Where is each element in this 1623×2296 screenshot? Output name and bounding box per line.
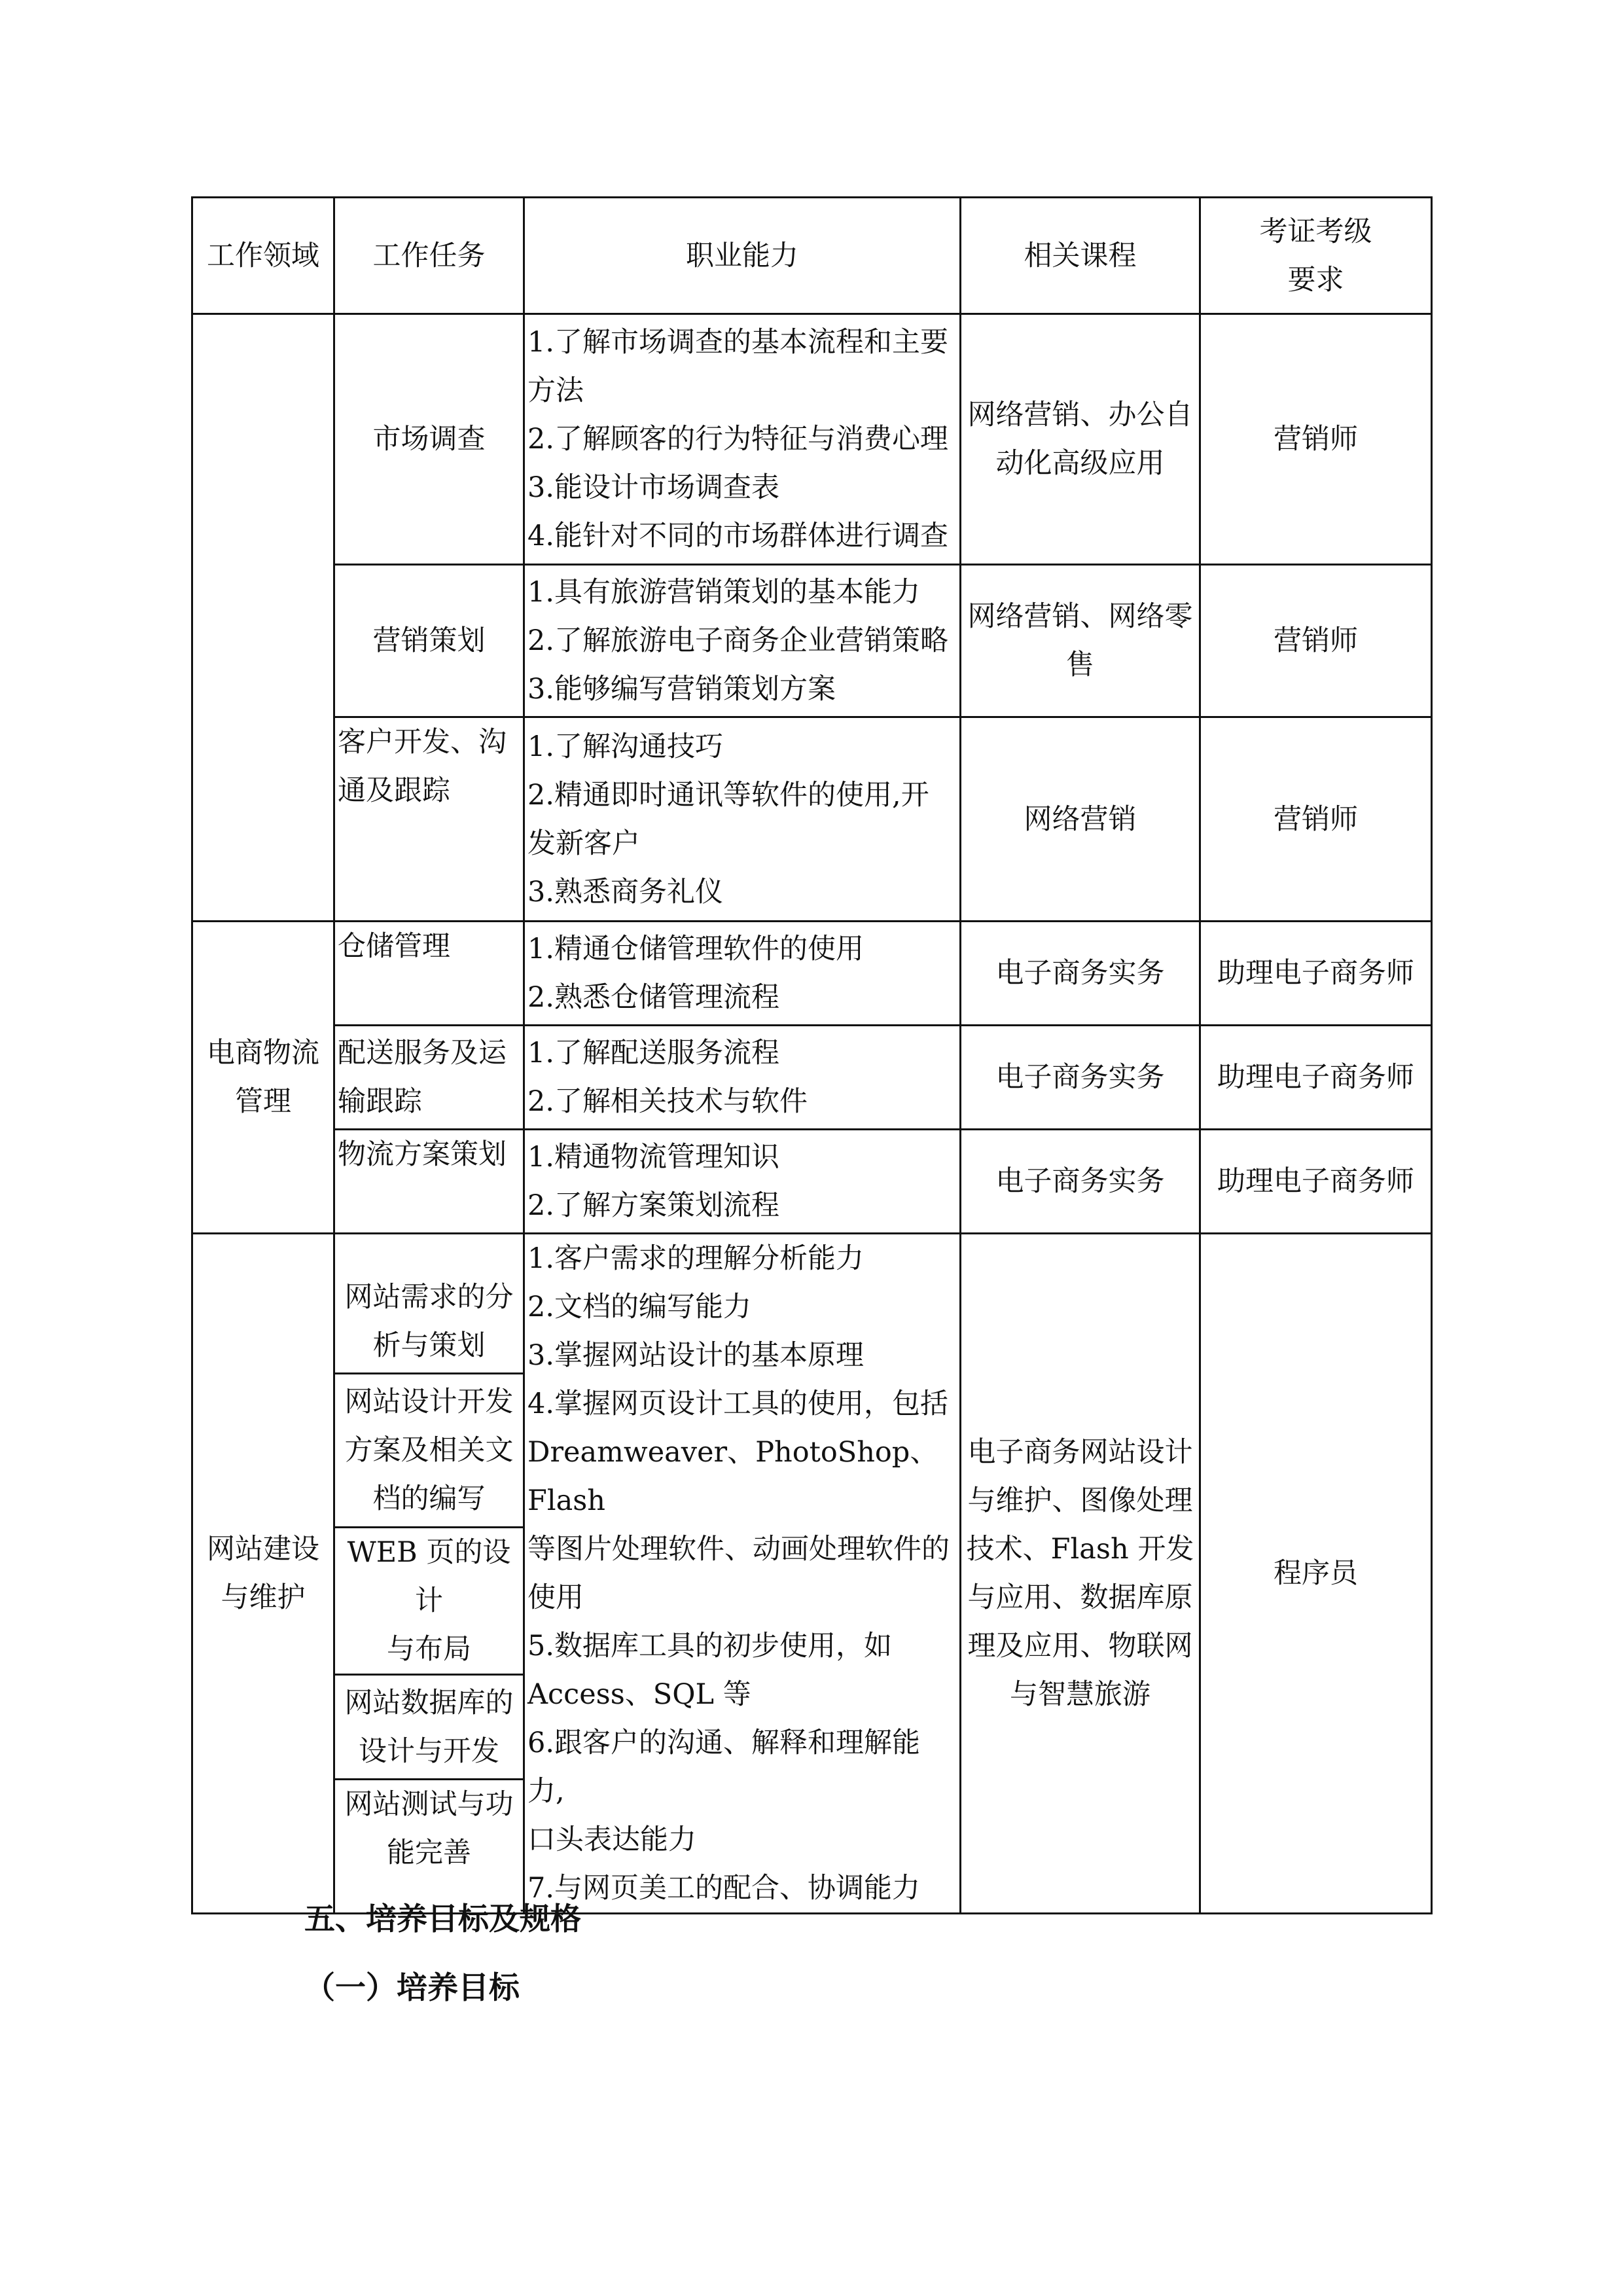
course-cell: 电子商务网站设计 与维护、图像处理 技术、Flash 开发 与应用、数据库原 理及应用、物联网 与智慧旅游	[961, 1234, 1200, 1914]
table-row	[192, 1026, 1432, 1130]
ability-cell: 1.了解沟通技巧 2.精通即时通讯等软件的使用,开 发新客户 3.熟悉商务礼仪	[524, 717, 961, 922]
task-cell: 配送服务及运 输跟踪	[334, 1026, 524, 1130]
header-domain: 工作领域	[192, 198, 334, 314]
table-row	[192, 1234, 1432, 1914]
table-row	[192, 314, 1432, 565]
cert-cell: 助理电子商务师	[1200, 922, 1432, 1026]
task-cell: 市场调查	[334, 314, 524, 565]
task-cell: 物流方案策划	[334, 1130, 524, 1234]
ability-cell: 1.精通仓储管理软件的使用 2.熟悉仓储管理流程	[524, 922, 961, 1026]
table-header-row	[192, 198, 1432, 314]
header-course: 相关课程	[961, 198, 1200, 314]
task-cell: 仓储管理	[334, 922, 524, 1026]
domain-cell: 电商物流 管理	[192, 922, 334, 1234]
course-cell: 电子商务实务	[961, 1130, 1200, 1234]
task-cell: 网站数据库的 设计与开发	[335, 1675, 523, 1780]
header-cert: 考证考级 要求	[1200, 198, 1432, 314]
ability-cell: 1.具有旅游营销策划的基本能力 2.了解旅游电子商务企业营销策略 3.能够编写营销策划方案	[524, 565, 961, 717]
task-subtable	[335, 1270, 523, 1878]
task-subcell-container	[334, 1234, 524, 1914]
task-cell: 网站设计开发 方案及相关文 档的编写	[335, 1374, 523, 1528]
course-cell: 网络营销	[961, 717, 1200, 922]
ability-cell: 1.了解市场调查的基本流程和主要 方法 2.了解顾客的行为特征与消费心理 3.能设计市场调查表 4.能针对不同的市场群体进行调查	[524, 314, 961, 565]
cert-cell: 营销师	[1200, 717, 1432, 922]
task-cell: 客户开发、沟 通及跟踪	[334, 717, 524, 922]
table-row	[192, 1130, 1432, 1234]
task-cell: WEB 页的设计 与布局	[335, 1528, 523, 1675]
ability-cell: 1.客户需求的理解分析能力 2.文档的编写能力 3.掌握网站设计的基本原理 4.掌握网页设计工具的使用，包括 Dreamweaver、PhotoShop、Flash 等图片处理软件、动画处理软件的 使用 5.数据库工具的初步使用，如 Access、SQL 等 6.跟客户的沟通、解释和理解能力, 口头表达能力 7.与网页美工的配合、协调能力	[524, 1234, 961, 1914]
course-cell: 网络营销、网络零 售	[961, 565, 1200, 717]
table-row	[192, 717, 1432, 922]
cert-cell: 助理电子商务师	[1200, 1026, 1432, 1130]
cert-cell: 助理电子商务师	[1200, 1130, 1432, 1234]
ability-cell: 1.了解配送服务流程 2.了解相关技术与软件	[524, 1026, 961, 1130]
header-task: 工作任务	[334, 198, 524, 314]
table-row	[192, 565, 1432, 717]
task-cell: 营销策划	[334, 565, 524, 717]
cert-cell: 营销师	[1200, 314, 1432, 565]
ability-cell: 1.精通物流管理知识 2.了解方案策划流程	[524, 1130, 961, 1234]
cert-cell: 营销师	[1200, 565, 1432, 717]
section-heading: 五、培养目标及规格	[304, 1901, 581, 1937]
occupation-table	[191, 196, 1433, 1914]
subsection-heading: （一）培养目标	[304, 1970, 520, 2006]
domain-cell-empty	[192, 314, 334, 922]
table-row	[192, 922, 1432, 1026]
course-cell: 电子商务实务	[961, 1026, 1200, 1130]
cert-cell: 程序员	[1200, 1234, 1432, 1914]
header-ability: 职业能力	[524, 198, 961, 314]
course-cell: 电子商务实务	[961, 922, 1200, 1026]
task-cell: 网站测试与功 能完善	[335, 1780, 523, 1878]
task-cell: 网站需求的分 析与策划	[335, 1270, 523, 1374]
course-cell: 网络营销、办公自 动化高级应用	[961, 314, 1200, 565]
domain-cell: 网站建设 与维护	[192, 1234, 334, 1914]
